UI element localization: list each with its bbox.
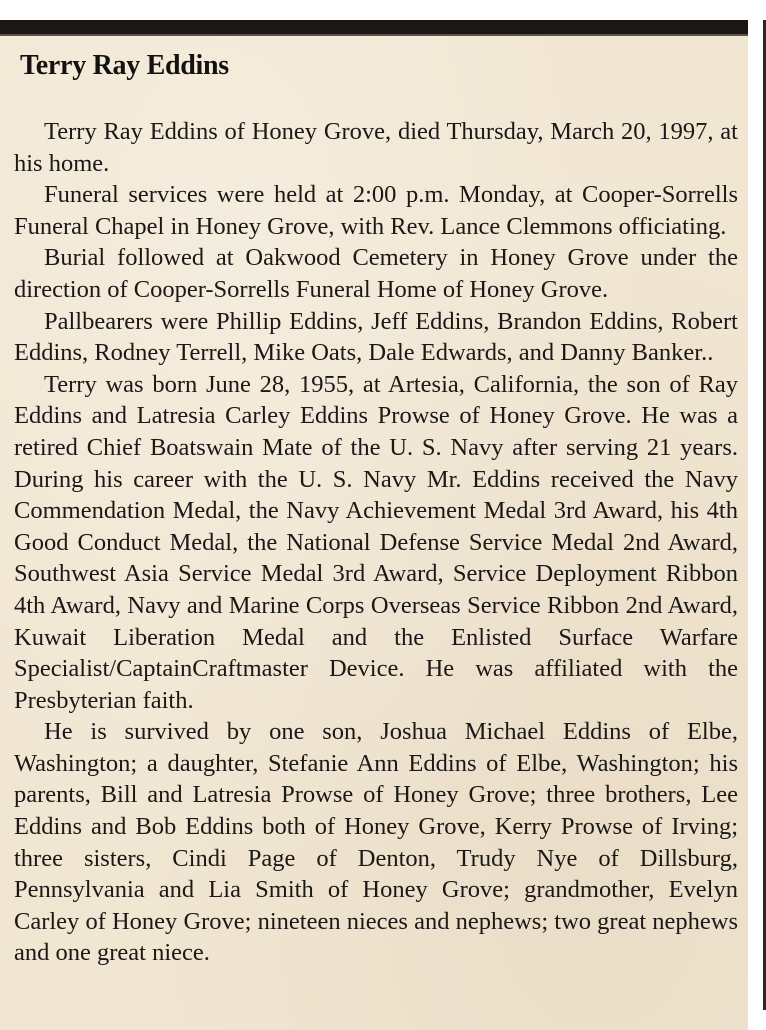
top-rule [0, 20, 748, 34]
paragraph-funeral-services: Funeral services were held at 2:00 p.m. Monday, at Cooper-Sorrells Funeral Chapel in Honey Grove, with Rev. Lance Clemmons officiating. [14, 181, 738, 240]
paragraph-survivors: He is survived by one son, Joshua Michael Eddins of Elbe, Washington; a daughter, Stefanie Ann Eddins of Elbe, Washington; his parents, Bill and Latresia Prowse of Honey Grove; three brothers, Lee Eddins and Bob Eddins both of Honey Grove, Kerry Prowse of Irving; three sisters, Cindi Page of Denton, Trudy Nye of Dillsburg, Pennsylvania and Lia Smith of Honey Grove; grandmother, Evelyn Carley of Honey Grove; nineteen nieces and nephews; two great nephews and one great niece. [14, 718, 738, 967]
paragraph-pallbearers: Pallbearers were Phillip Eddins, Jeff Eddins, Brandon Eddins, Robert Eddins, Rodney Terrell, Mike Oats, Dale Edwards, and Danny Banker.. [14, 307, 738, 367]
paragraph-death-notice: Terry Ray Eddins of Honey Grove, died Thursday, March 20, 1997, at his home. [14, 118, 738, 177]
obituary-headline: Terry Ray Eddins [20, 50, 229, 81]
obituary-body [14, 116, 738, 969]
paragraph-biography: Terry was born June 28, 1955, at Artesia, California, the son of Ray Eddins and Latresia Carley Eddins Prowse of Honey Grove. He was a retired Chief Boatswain Mate of the U. S. Navy after serving 21 years. During his career with the U. S. Navy Mr. Eddins received the Navy Commendation Medal, the Navy Achievement Medal 3rd Award, his 4th Good Conduct Medal, the National Defense Service Medal 2nd Award, Southwest Asia Service Medal 3rd Award, Service Deployment Ribbon 4th Award, Navy and Marine Corps Overseas Service Ribbon 2nd Award, Kuwait Liberation Medal and the Enlisted Surface Warfare Specialist/CaptainCraftmaster Device. He was affiliated with the Presbyterian faith. [14, 370, 738, 714]
paragraph-burial: Burial followed at Oakwood Cemetery in Honey Grove under the direction of Cooper-Sorrells Funeral Home of Honey Grove. [14, 244, 738, 303]
top-rule-thin [0, 34, 748, 36]
newspaper-clipping [0, 20, 748, 1030]
